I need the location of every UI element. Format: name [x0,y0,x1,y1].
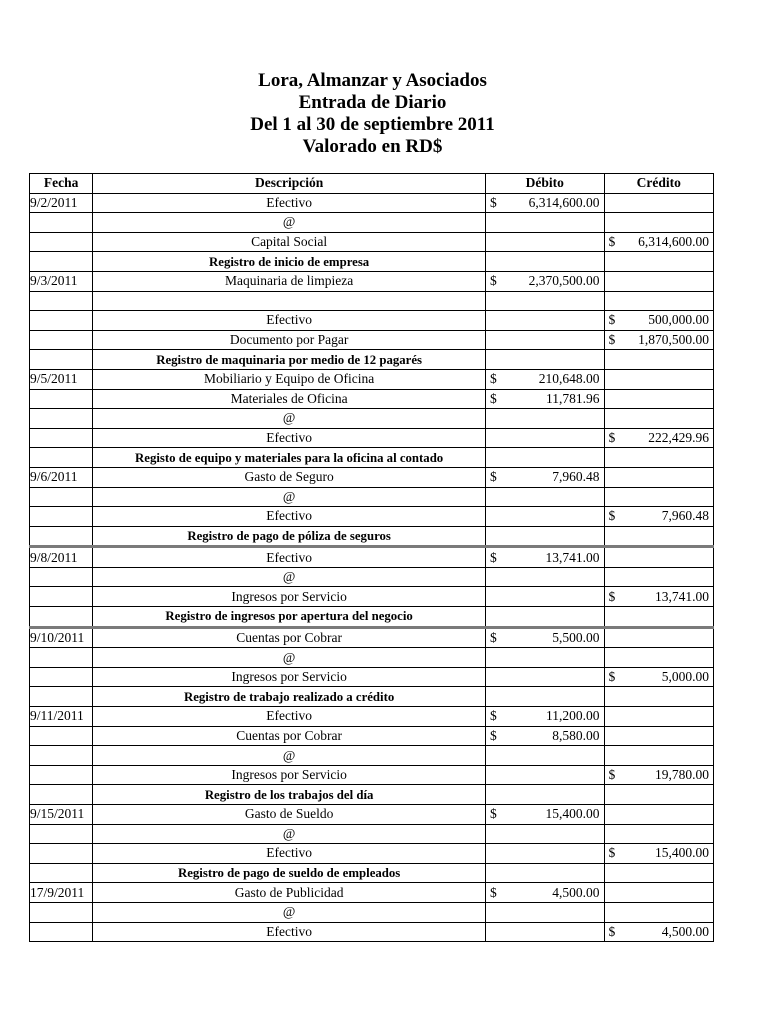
credit-amount: 6,314,600.00 [638,234,709,250]
date-cell [30,785,93,805]
currency-symbol: $ [489,390,497,406]
table-row [30,330,714,350]
description-cell: Ingresos por Servicio [93,667,486,687]
table-row [30,487,714,507]
memo-row [30,863,714,883]
credit-cell [604,252,714,272]
credit-cell [604,291,714,311]
credit-cell [604,487,714,507]
debit-cell [485,193,604,213]
credit-cell [604,746,714,766]
debit-cell [485,271,604,291]
currency-symbol: $ [489,629,497,645]
debit-cell [485,746,604,766]
debit-amount: 8,580.00 [552,727,600,743]
date-cell [30,448,93,468]
date-cell [30,389,93,409]
description-cell: @ [93,824,486,844]
credit-cell [604,667,714,687]
debit-cell [485,863,604,883]
credit-cell [604,883,714,903]
debit-cell [485,765,604,785]
column-header-debit: Débito [485,174,604,194]
debit-cell [485,213,604,233]
table-row [30,844,714,864]
period-label: Del 1 al 30 de septiembre 2011 [250,114,495,135]
memo-cell: Registro de trabajo realizado a crédito [93,687,486,707]
table-row [30,311,714,331]
description-cell: Documento por Pagar [93,330,486,350]
date-cell [30,587,93,607]
debit-amount: 11,781.96 [546,390,600,406]
currency-symbol: $ [608,430,616,446]
debit-amount: 13,741.00 [545,549,600,565]
description-cell: Ingresos por Servicio [93,765,486,785]
description-cell: Cuentas por Cobrar [93,627,486,648]
debit-cell [485,902,604,922]
credit-amount: 15,400.00 [655,845,709,861]
date-cell: 9/15/2011 [30,805,93,825]
table-row [30,232,714,252]
date-cell [30,567,93,587]
description-cell: Cuentas por Cobrar [93,726,486,746]
credit-cell [604,213,714,233]
description-cell: @ [93,567,486,587]
memo-cell: Registro de pago de sueldo de empleados [93,863,486,883]
currency-symbol: $ [489,727,497,743]
date-cell [30,648,93,668]
memo-row [30,350,714,370]
debit-cell [485,252,604,272]
currency-symbol: $ [489,371,497,387]
description-cell: Gasto de Seguro [93,467,486,487]
table-row [30,707,714,727]
credit-amount: 500,000.00 [648,312,709,328]
credit-cell [604,627,714,648]
credit-cell [604,922,714,942]
memo-cell: Registro de pago de póliza de seguros [93,526,486,547]
table-row [30,369,714,389]
debit-amount: 210,648.00 [538,371,600,387]
date-cell [30,607,93,628]
credit-cell [604,607,714,628]
table-row [30,567,714,587]
currency-symbol: $ [489,469,497,485]
date-cell [30,232,93,252]
credit-cell [604,330,714,350]
date-cell [30,487,93,507]
date-cell [30,667,93,687]
date-cell [30,922,93,942]
debit-cell [485,805,604,825]
table-row [30,271,714,291]
credit-amount: 13,741.00 [655,588,709,604]
debit-cell [485,707,604,727]
debit-amount: 5,500.00 [552,629,600,645]
journal-table [29,173,714,942]
memo-row [30,785,714,805]
debit-cell [485,587,604,607]
debit-cell [485,627,604,648]
debit-amount: 2,370,500.00 [528,273,600,289]
memo-row [30,526,714,547]
currency-symbol: $ [608,845,616,861]
date-cell [30,902,93,922]
table-row [30,409,714,429]
description-cell: Efectivo [93,547,486,568]
description-cell [93,291,486,311]
table-row [30,765,714,785]
debit-cell [485,291,604,311]
credit-amount: 1,870,500.00 [638,332,709,348]
date-cell: 9/2/2011 [30,193,93,213]
date-cell: 17/9/2011 [30,883,93,903]
currency-symbol: $ [608,312,616,328]
credit-cell [604,369,714,389]
memo-row [30,252,714,272]
debit-cell [485,922,604,942]
debit-cell [485,567,604,587]
date-cell [30,726,93,746]
table-row [30,547,714,568]
debit-amount: 11,200.00 [546,708,600,724]
description-cell: @ [93,746,486,766]
debit-cell [485,607,604,628]
currency-symbol: $ [489,806,497,822]
currency-symbol: $ [489,273,497,289]
description-cell: Efectivo [93,844,486,864]
date-cell [30,687,93,707]
memo-cell: Registro de maquinaria por medio de 12 pagarés [93,350,486,370]
date-cell: 9/6/2011 [30,467,93,487]
date-cell: 9/3/2011 [30,271,93,291]
date-cell [30,428,93,448]
memo-row [30,448,714,468]
credit-cell [604,902,714,922]
credit-cell [604,526,714,547]
credit-cell [604,448,714,468]
column-header-date: Fecha [30,174,93,194]
debit-cell [485,726,604,746]
table-row [30,389,714,409]
description-cell: Efectivo [93,507,486,527]
credit-cell [604,389,714,409]
currency-symbol: $ [489,884,497,900]
memo-cell: Registro de inicio de empresa [93,252,486,272]
debit-cell [485,232,604,252]
currency-label: Valorado en RD$ [302,136,443,157]
credit-cell [604,271,714,291]
date-cell: 9/5/2011 [30,369,93,389]
table-row [30,922,714,942]
debit-cell [485,487,604,507]
credit-cell [604,844,714,864]
table-row [30,824,714,844]
table-row [30,883,714,903]
column-header-credit: Crédito [604,174,714,194]
date-cell [30,824,93,844]
description-cell: Mobiliario y Equipo de Oficina [93,369,486,389]
date-cell: 9/11/2011 [30,707,93,727]
description-cell: Ingresos por Servicio [93,587,486,607]
description-cell: Efectivo [93,707,486,727]
debit-cell [485,526,604,547]
debit-cell [485,448,604,468]
table-row [30,746,714,766]
debit-amount: 6,314,600.00 [528,194,600,210]
currency-symbol: $ [608,332,616,348]
debit-cell [485,824,604,844]
credit-cell [604,785,714,805]
memo-cell: Registro de los trabajos del día [93,785,486,805]
description-cell: Gasto de Sueldo [93,805,486,825]
table-row [30,291,714,311]
credit-cell [604,311,714,331]
credit-amount: 222,429.96 [648,430,709,446]
credit-amount: 7,960.48 [661,508,709,524]
journal-body [30,193,714,942]
date-cell [30,291,93,311]
description-cell: @ [93,902,486,922]
credit-amount: 5,000.00 [661,669,709,685]
memo-cell: Registo de equipo y materiales para la oficina al contado [93,448,486,468]
date-cell [30,746,93,766]
debit-cell [485,844,604,864]
date-cell [30,526,93,547]
memo-row [30,607,714,628]
credit-cell [604,507,714,527]
table-row [30,507,714,527]
credit-cell [604,863,714,883]
currency-symbol: $ [608,508,616,524]
table-row [30,667,714,687]
debit-cell [485,648,604,668]
date-cell [30,252,93,272]
debit-amount: 4,500.00 [552,884,600,900]
description-cell: Efectivo [93,193,486,213]
table-row [30,587,714,607]
description-cell: Efectivo [93,311,486,331]
debit-cell [485,369,604,389]
credit-cell [604,567,714,587]
credit-cell [604,805,714,825]
credit-cell [604,547,714,568]
credit-cell [604,824,714,844]
credit-cell [604,428,714,448]
table-row [30,213,714,233]
currency-symbol: $ [608,588,616,604]
description-cell: Capital Social [93,232,486,252]
credit-cell [604,409,714,429]
date-cell [30,765,93,785]
table-row [30,726,714,746]
description-cell: @ [93,409,486,429]
table-row [30,193,714,213]
debit-amount: 7,960.48 [552,469,600,485]
table-row [30,627,714,648]
debit-cell [485,428,604,448]
debit-cell [485,311,604,331]
currency-symbol: $ [608,234,616,250]
debit-cell [485,389,604,409]
debit-cell [485,350,604,370]
currency-symbol: $ [608,767,616,783]
table-row [30,805,714,825]
debit-cell [485,467,604,487]
currency-symbol: $ [489,194,497,210]
debit-cell [485,330,604,350]
date-cell [30,844,93,864]
description-cell: Gasto de Publicidad [93,883,486,903]
table-row [30,428,714,448]
credit-cell [604,765,714,785]
date-cell [30,213,93,233]
description-cell: Maquinaria de limpieza [93,271,486,291]
date-cell: 9/10/2011 [30,627,93,648]
description-cell: Efectivo [93,428,486,448]
date-cell [30,330,93,350]
memo-row [30,687,714,707]
table-row [30,467,714,487]
description-cell: @ [93,648,486,668]
currency-symbol: $ [608,923,616,939]
credit-cell [604,726,714,746]
debit-cell [485,547,604,568]
credit-cell [604,350,714,370]
credit-amount: 19,780.00 [655,767,709,783]
debit-cell [485,507,604,527]
credit-cell [604,707,714,727]
credit-cell [604,587,714,607]
currency-symbol: $ [608,669,616,685]
credit-cell [604,193,714,213]
date-cell [30,507,93,527]
debit-cell [485,687,604,707]
document-header [0,70,745,158]
credit-cell [604,467,714,487]
debit-cell [485,409,604,429]
description-cell: Materiales de Oficina [93,389,486,409]
column-header-description: Descripción [93,174,486,194]
table-row [30,648,714,668]
memo-cell: Registro de ingresos por apertura del negocio [93,607,486,628]
date-cell [30,409,93,429]
currency-symbol: $ [489,549,497,565]
debit-cell [485,667,604,687]
document-title: Entrada de Diario [298,92,447,113]
description-cell: @ [93,213,486,233]
debit-cell [485,883,604,903]
description-cell: @ [93,487,486,507]
debit-amount: 15,400.00 [545,806,600,822]
credit-cell [604,232,714,252]
date-cell: 9/8/2011 [30,547,93,568]
company-name: Lora, Almanzar y Asociados [258,70,487,91]
date-cell [30,863,93,883]
credit-amount: 4,500.00 [661,923,709,939]
table-row [30,902,714,922]
description-cell: Efectivo [93,922,486,942]
date-cell [30,311,93,331]
credit-cell [604,687,714,707]
debit-cell [485,785,604,805]
currency-symbol: $ [489,708,497,724]
credit-cell [604,648,714,668]
date-cell [30,350,93,370]
table-header-row [30,174,714,194]
